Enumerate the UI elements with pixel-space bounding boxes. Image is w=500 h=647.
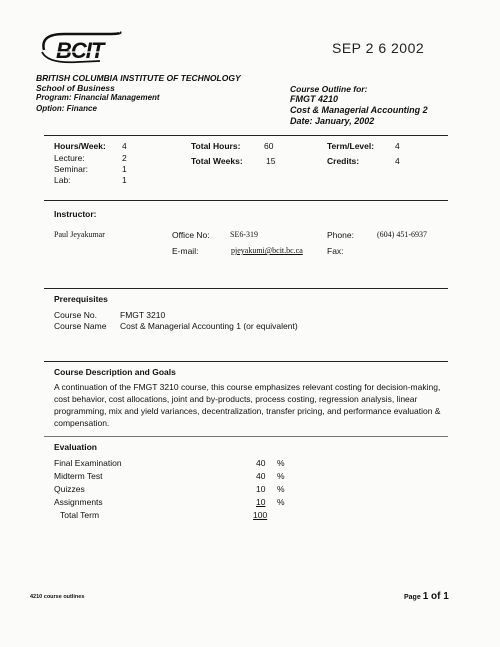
hours-week-label: Hours/Week: [54, 141, 106, 151]
footer-document-name: 4210 course outlines [30, 594, 85, 600]
evaluation-heading: Evaluation [54, 442, 97, 452]
eval-row-value: 10 [256, 497, 266, 507]
lecture-label: Lecture: [54, 153, 85, 163]
course-code: FMGT 4210 [290, 94, 339, 104]
divider [44, 135, 448, 136]
school-name: School of Business [36, 83, 115, 93]
office-label: Office No: [172, 230, 210, 240]
term-level-value: 4 [395, 141, 400, 151]
bcit-logo [38, 28, 124, 70]
eval-row-value: 10 [256, 484, 266, 494]
program-name: Program: Financial Management [36, 93, 160, 102]
lab-label: Lab: [54, 175, 71, 185]
divider [44, 361, 448, 362]
divider [44, 436, 448, 437]
total-hours-value: 60 [264, 141, 274, 151]
page-count: 1 of 1 [422, 591, 449, 602]
description-heading: Course Description and Goals [54, 367, 176, 377]
outline-label: Course Outline for: [290, 84, 368, 94]
eval-row-label: Midterm Test [54, 471, 103, 481]
eval-row-label: Final Examination [54, 458, 122, 468]
prerequisites-heading: Prerequisites [54, 294, 108, 304]
course-name-label: Course Name [54, 321, 107, 331]
eval-total-value: 100 [253, 510, 268, 520]
eval-row-value: 40 [256, 458, 266, 468]
total-weeks-value: 15 [266, 156, 276, 166]
email-link[interactable]: pjeyakumi@bcit.bc.ca [231, 246, 303, 255]
divider [44, 200, 448, 201]
eval-row-label: Assignments [54, 497, 103, 507]
course-no-value: FMGT 3210 [120, 310, 166, 320]
eval-row-unit: % [277, 484, 285, 494]
phone-label: Phone: [327, 230, 354, 240]
phone-value: (604) 451-6937 [377, 230, 427, 239]
eval-row-label: Quizzes [54, 484, 85, 494]
total-weeks-label: Total Weeks: [191, 156, 243, 166]
outline-date: Date: January, 2002 [290, 116, 375, 126]
hours-week-value: 4 [122, 141, 127, 151]
eval-row-unit: % [277, 458, 285, 468]
course-no-label: Course No. [54, 310, 97, 320]
eval-row-unit: % [277, 471, 285, 481]
term-level-label: Term/Level: [327, 141, 375, 151]
eval-row-unit: % [277, 497, 285, 507]
eval-total-label: Total Term [60, 510, 100, 520]
credits-value: 4 [395, 156, 400, 166]
institution-name: BRITISH COLUMBIA INSTITUTE OF TECHNOLOGY [36, 73, 241, 83]
lab-value: 1 [122, 175, 127, 185]
lecture-value: 2 [122, 153, 127, 163]
svg-text:BCIT: BCIT [56, 38, 104, 63]
email-label: E-mail: [172, 246, 199, 256]
page-prefix: Page [404, 594, 421, 601]
seminar-value: 1 [122, 164, 127, 174]
course-title: Cost & Managerial Accounting 2 [290, 105, 428, 115]
credits-label: Credits: [327, 156, 360, 166]
instructor-name: Paul Jeyakumar [54, 230, 105, 239]
eval-row-value: 40 [256, 471, 266, 481]
total-hours-label: Total Hours: [191, 141, 241, 151]
option-name: Option: Finance [36, 104, 97, 113]
received-date-stamp: SEP 2 6 2002 [332, 40, 425, 56]
footer-page-number [404, 591, 449, 602]
fax-label: Fax: [327, 246, 344, 256]
description-text: A continuation of the FMGT 3210 course, this course emphasizes relevant costing for decision-making, cost behavior, cost allocations, joint and by-products, process costing, regression analysis, linear programming, mix and yield variances, decentralization, transfer pricing, and performance evaluation & compensation. [54, 382, 441, 428]
instructor-heading: Instructor: [54, 209, 97, 219]
course-name-value: Cost & Managerial Accounting 1 (or equivalent) [120, 321, 298, 331]
divider [44, 288, 448, 289]
office-value: SE6-319 [230, 230, 258, 239]
seminar-label: Seminar: [54, 164, 89, 174]
